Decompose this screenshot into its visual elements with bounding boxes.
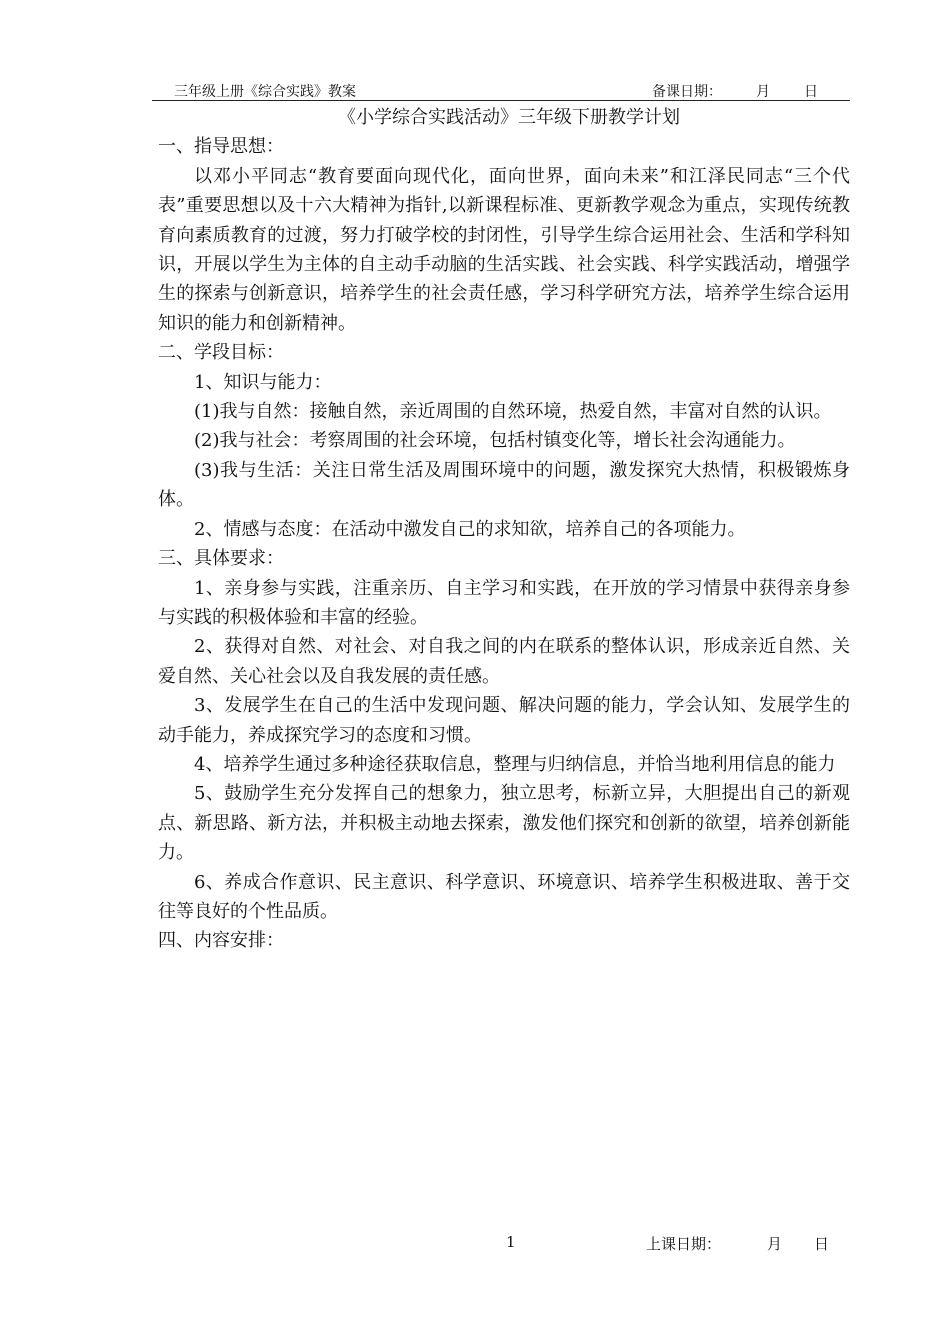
footer-month: 月 — [767, 1235, 783, 1253]
goal-item-society: (2)我与社会：考察周围的社会环境，包括村镇变化等，增长社会沟通能力。 — [194, 430, 796, 452]
subheading-emotion-attitude: 2、情感与态度：在活动中激发自己的求知欲，培养自己的各项能力。 — [194, 518, 746, 540]
document-title: 《小学综合实践活动》三年级下册教学计划 — [338, 107, 680, 128]
page-footer — [152, 1233, 850, 1253]
footer-class-date — [646, 1233, 829, 1254]
requirement-item: 5、鼓励学生充分发挥自己的想象力，独立思考，标新立异，大胆提出自己的新观点、新思路、新方法，并积极主动地去探索，激发他们探究和创新的欲望，培养创新能力。 — [158, 783, 850, 864]
section-heading-requirements: 三、具体要求： — [158, 548, 284, 570]
header-day: 日 — [804, 84, 818, 100]
page-number: 1 — [506, 1233, 516, 1251]
footer-date-label: 上课日期： — [646, 1235, 722, 1253]
header-month: 月 — [756, 84, 770, 100]
paragraph-guiding-ideology: 以邓小平同志“教育要面向现代化，面向世界，面向未来”和江泽民同志“三个代表”重要思想以及十六大精神为指针,以新课程标准、更新教学观念为重点，实现传统教育向素质教育的过渡，努力打破学校的封闭性，引导学生综合运用社会、生活和学科知识，开展以学生为主体的自主动手动脑的生活实践、社会实践、科学实践活动，增强学生的探索与创新意识，培养学生的社会责任感，学习科学研究方法，培养学生综合运用知识的能力和创新精神。 — [158, 165, 850, 334]
footer-day: 日 — [814, 1235, 830, 1253]
goal-item-nature: (1)我与自然：接触自然，亲近周围的自然环境，热爱自然，丰富对自然的认识。 — [194, 401, 832, 423]
requirement-item: 6、养成合作意识、民主意识、科学意识、环境意识、培养学生积极进取、善于交往等良好的个性品质。 — [158, 871, 850, 922]
requirement-item: 4、培养学生通过多种途径获取信息，整理与归纳信息，并恰当地利用信息的能力 — [194, 753, 836, 775]
goal-item-life: (3)我与生活：关注日常生活及周围环境中的问题，激发探究大热情，积极锻炼身体。 — [158, 459, 850, 511]
requirement-item: 3、发展学生在自己的生活中发现问题、解决问题的能力，学会认知、发展学生的动手能力，养成探究学习的态度和习惯。 — [158, 695, 850, 746]
header-prep-date — [652, 81, 818, 101]
header-date-label: 备课日期： — [652, 84, 722, 100]
requirement-item: 2、获得对自然、对社会、对自我之间的内在联系的整体认识，形成亲近自然、关爱自然、关心社会以及自我发展的责任感。 — [158, 636, 850, 687]
page-header — [152, 80, 850, 101]
header-course-label: 三年级上册《综合实践》教案 — [174, 84, 356, 100]
section-heading-guiding-ideology: 一、指导思想： — [158, 136, 284, 158]
subheading-knowledge-ability: 1、知识与能力： — [194, 371, 332, 393]
document-body — [158, 103, 850, 956]
requirement-item: 1、亲身参与实践，注重亲历、自主学习和实践，在开放的学习情景中获得亲身参与实践的积极体验和丰富的经验。 — [158, 577, 850, 628]
section-heading-content-arrangement: 四、内容安排： — [158, 930, 284, 952]
section-heading-stage-goals: 二、学段目标： — [158, 342, 284, 364]
